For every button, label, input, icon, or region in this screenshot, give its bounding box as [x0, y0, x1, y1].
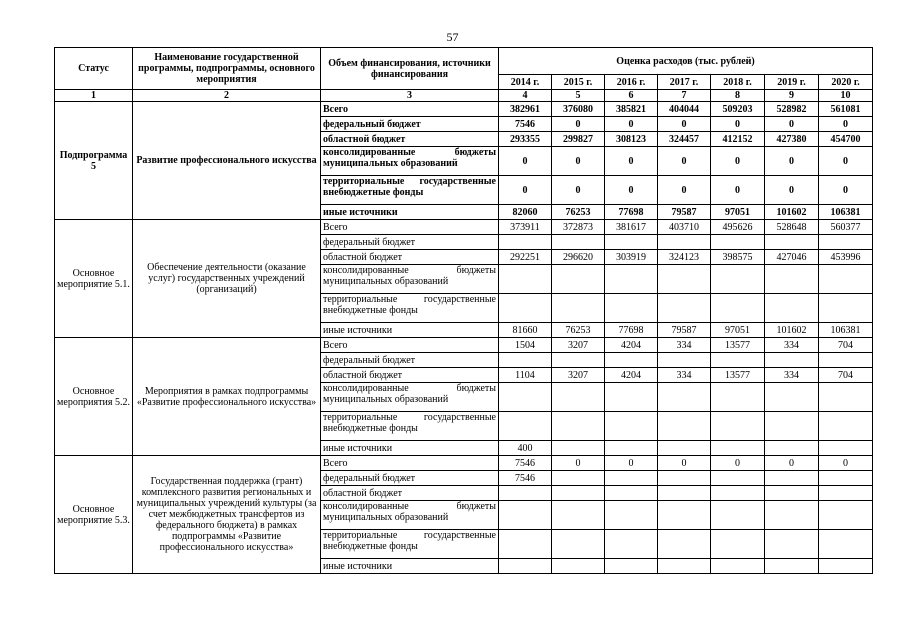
funding-source: консолидированные бюджеты муниципальных образований: [321, 265, 499, 294]
amount-cell: [765, 501, 819, 530]
funding-source: иные источники: [321, 441, 499, 456]
funding-source: федеральный бюджет: [321, 353, 499, 368]
amount-cell: 0: [658, 456, 711, 471]
amount-cell: 97051: [711, 205, 765, 220]
amount-cell: [711, 265, 765, 294]
header-year: 2017 г.: [658, 75, 711, 90]
column-number: 2: [133, 90, 321, 102]
funding-source: иные источники: [321, 205, 499, 220]
amount-cell: [605, 235, 658, 250]
amount-cell: [605, 441, 658, 456]
amount-cell: 79587: [658, 323, 711, 338]
table-row: [55, 102, 873, 117]
amount-cell: 324457: [658, 132, 711, 147]
amount-cell: [552, 412, 605, 441]
amount-cell: 0: [819, 176, 873, 205]
amount-cell: 0: [552, 176, 605, 205]
amount-cell: 398575: [711, 250, 765, 265]
column-number: 3: [321, 90, 499, 102]
amount-cell: 0: [552, 456, 605, 471]
amount-cell: 0: [658, 117, 711, 132]
header-year: 2019 г.: [765, 75, 819, 90]
header-year: 2015 г.: [552, 75, 605, 90]
funding-source: федеральный бюджет: [321, 235, 499, 250]
amount-cell: 0: [552, 117, 605, 132]
amount-cell: 97051: [711, 323, 765, 338]
table-row: [55, 338, 873, 353]
row-program-name: Мероприятия в рамках подпрограммы «Развитие профессионального искусства»: [133, 338, 321, 456]
column-number: 1: [55, 90, 133, 102]
amount-cell: [711, 383, 765, 412]
amount-cell: [499, 530, 552, 559]
funding-source: консолидированные бюджеты муниципальных образований: [321, 501, 499, 530]
amount-cell: 427380: [765, 132, 819, 147]
row-program-name: Государственная поддержка (грант) комплексного развития региональных и муниципальных учреждений культуры (за счет межбюджетных трансфертов из федерального бюджета) в рамках подпрограммы «Развитие профессионального искусства»: [133, 456, 321, 574]
amount-cell: 0: [765, 456, 819, 471]
amount-cell: 385821: [605, 102, 658, 117]
amount-cell: 308123: [605, 132, 658, 147]
table-row: [55, 456, 873, 471]
table-row: [55, 220, 873, 235]
amount-cell: [552, 486, 605, 501]
amount-cell: 528982: [765, 102, 819, 117]
amount-cell: [605, 412, 658, 441]
amount-cell: 77698: [605, 205, 658, 220]
funding-source: Всего: [321, 220, 499, 235]
amount-cell: [819, 501, 873, 530]
amount-cell: 404044: [658, 102, 711, 117]
amount-cell: 0: [499, 176, 552, 205]
amount-cell: [552, 441, 605, 456]
amount-cell: [499, 235, 552, 250]
amount-cell: 3207: [552, 338, 605, 353]
column-number: 5: [552, 90, 605, 102]
funding-source: консолидированные бюджеты муниципальных образований: [321, 147, 499, 176]
amount-cell: 0: [765, 117, 819, 132]
column-number: 4: [499, 90, 552, 102]
amount-cell: [605, 530, 658, 559]
amount-cell: [605, 265, 658, 294]
amount-cell: [552, 235, 605, 250]
funding-source: Всего: [321, 338, 499, 353]
amount-cell: [658, 501, 711, 530]
funding-source: областной бюджет: [321, 486, 499, 501]
funding-source: федеральный бюджет: [321, 117, 499, 132]
amount-cell: 0: [605, 147, 658, 176]
amount-cell: [765, 486, 819, 501]
amount-cell: 704: [819, 338, 873, 353]
amount-cell: [499, 383, 552, 412]
amount-cell: [605, 294, 658, 323]
funding-source: территориальные государственные внебюджетные фонды: [321, 530, 499, 559]
funding-source: Всего: [321, 456, 499, 471]
amount-cell: [765, 530, 819, 559]
amount-cell: [819, 412, 873, 441]
funding-source: областной бюджет: [321, 132, 499, 147]
amount-cell: 7546: [499, 471, 552, 486]
amount-cell: [658, 441, 711, 456]
amount-cell: [552, 353, 605, 368]
amount-cell: [552, 530, 605, 559]
amount-cell: 334: [658, 368, 711, 383]
amount-cell: [658, 471, 711, 486]
header-name: Наименование государственной программы, подпрограммы, основного мероприятия: [133, 48, 321, 90]
amount-cell: 1504: [499, 338, 552, 353]
column-number: 7: [658, 90, 711, 102]
amount-cell: 296620: [552, 250, 605, 265]
amount-cell: 13577: [711, 338, 765, 353]
amount-cell: 76253: [552, 323, 605, 338]
amount-cell: [819, 471, 873, 486]
page-number: 57: [446, 30, 459, 44]
funding-source: консолидированные бюджеты муниципальных образований: [321, 383, 499, 412]
amount-cell: [658, 265, 711, 294]
amount-cell: 403710: [658, 220, 711, 235]
header-year: 2016 г.: [605, 75, 658, 90]
amount-cell: [765, 412, 819, 441]
amount-cell: [765, 294, 819, 323]
amount-cell: [711, 441, 765, 456]
amount-cell: [765, 353, 819, 368]
amount-cell: 0: [819, 147, 873, 176]
amount-cell: 528648: [765, 220, 819, 235]
amount-cell: 561081: [819, 102, 873, 117]
amount-cell: 0: [765, 176, 819, 205]
row-program-name: Развитие профессионального искусства: [133, 102, 321, 220]
amount-cell: 77698: [605, 323, 658, 338]
amount-cell: [499, 265, 552, 294]
amount-cell: 81660: [499, 323, 552, 338]
amount-cell: [658, 559, 711, 574]
row-program-name: Обеспечение деятельности (оказание услуг) государственных учреждений (организаций): [133, 220, 321, 338]
amount-cell: 3207: [552, 368, 605, 383]
funding-source: территориальные государственные внебюджетные фонды: [321, 412, 499, 441]
amount-cell: 7546: [499, 117, 552, 132]
header-estimate: Оценка расходов (тыс. рублей): [499, 48, 873, 75]
amount-cell: 334: [765, 368, 819, 383]
amount-cell: 0: [605, 117, 658, 132]
amount-cell: [765, 471, 819, 486]
amount-cell: [711, 530, 765, 559]
amount-cell: 0: [819, 456, 873, 471]
amount-cell: 495626: [711, 220, 765, 235]
amount-cell: [819, 294, 873, 323]
amount-cell: 453996: [819, 250, 873, 265]
amount-cell: 4204: [605, 338, 658, 353]
amount-cell: 0: [605, 176, 658, 205]
amount-cell: [711, 235, 765, 250]
amount-cell: [658, 412, 711, 441]
amount-cell: 376080: [552, 102, 605, 117]
amount-cell: [605, 353, 658, 368]
amount-cell: [819, 559, 873, 574]
amount-cell: 82060: [499, 205, 552, 220]
amount-cell: 79587: [658, 205, 711, 220]
funding-source: иные источники: [321, 559, 499, 574]
amount-cell: 0: [711, 456, 765, 471]
funding-source: областной бюджет: [321, 368, 499, 383]
amount-cell: 7546: [499, 456, 552, 471]
amount-cell: [765, 265, 819, 294]
amount-cell: [819, 265, 873, 294]
amount-cell: [765, 235, 819, 250]
amount-cell: 0: [819, 117, 873, 132]
header-volume: Объем финансирования, источники финансирования: [321, 48, 499, 90]
row-status: Основное мероприятия 5.2.: [55, 338, 133, 456]
column-number: 9: [765, 90, 819, 102]
amount-cell: [605, 471, 658, 486]
amount-cell: [765, 441, 819, 456]
row-status: Основное мероприятие 5.3.: [55, 456, 133, 574]
amount-cell: [499, 294, 552, 323]
funding-source: федеральный бюджет: [321, 471, 499, 486]
amount-cell: [711, 559, 765, 574]
amount-cell: [499, 486, 552, 501]
amount-cell: 509203: [711, 102, 765, 117]
amount-cell: [552, 294, 605, 323]
amount-cell: [658, 383, 711, 412]
funding-source: территориальные государственные внебюджетные фонды: [321, 176, 499, 205]
amount-cell: 292251: [499, 250, 552, 265]
amount-cell: [819, 530, 873, 559]
amount-cell: [658, 486, 711, 501]
amount-cell: [605, 486, 658, 501]
amount-cell: 101602: [765, 205, 819, 220]
amount-cell: 299827: [552, 132, 605, 147]
funding-source: областной бюджет: [321, 250, 499, 265]
amount-cell: [499, 501, 552, 530]
amount-cell: 704: [819, 368, 873, 383]
amount-cell: 0: [711, 176, 765, 205]
amount-cell: 373911: [499, 220, 552, 235]
amount-cell: 293355: [499, 132, 552, 147]
amount-cell: [552, 471, 605, 486]
amount-cell: 106381: [819, 323, 873, 338]
column-number: 6: [605, 90, 658, 102]
amount-cell: 0: [552, 147, 605, 176]
amount-cell: 0: [711, 117, 765, 132]
amount-cell: 13577: [711, 368, 765, 383]
amount-cell: 0: [711, 147, 765, 176]
amount-cell: [711, 412, 765, 441]
amount-cell: 0: [765, 147, 819, 176]
row-status: Основное мероприятие 5.1.: [55, 220, 133, 338]
amount-cell: [711, 294, 765, 323]
amount-cell: 334: [765, 338, 819, 353]
amount-cell: [552, 265, 605, 294]
amount-cell: [765, 559, 819, 574]
amount-cell: [552, 559, 605, 574]
amount-cell: 382961: [499, 102, 552, 117]
amount-cell: 4204: [605, 368, 658, 383]
amount-cell: [658, 530, 711, 559]
amount-cell: [819, 235, 873, 250]
amount-cell: 372873: [552, 220, 605, 235]
amount-cell: [499, 412, 552, 441]
column-number: 10: [819, 90, 873, 102]
funding-source: иные источники: [321, 323, 499, 338]
amount-cell: [658, 235, 711, 250]
amount-cell: 0: [499, 147, 552, 176]
amount-cell: [711, 353, 765, 368]
amount-cell: [711, 486, 765, 501]
amount-cell: 1104: [499, 368, 552, 383]
amount-cell: [711, 501, 765, 530]
amount-cell: [552, 383, 605, 412]
amount-cell: [552, 501, 605, 530]
amount-cell: [819, 383, 873, 412]
amount-cell: 381617: [605, 220, 658, 235]
amount-cell: 412152: [711, 132, 765, 147]
header-status: Статус: [55, 48, 133, 90]
amount-cell: [765, 383, 819, 412]
funding-source: территориальные государственные внебюджетные фонды: [321, 294, 499, 323]
amount-cell: 76253: [552, 205, 605, 220]
amount-cell: 454700: [819, 132, 873, 147]
header-year: 2020 г.: [819, 75, 873, 90]
amount-cell: 400: [499, 441, 552, 456]
amount-cell: 324123: [658, 250, 711, 265]
row-status: Подпрограмма 5: [55, 102, 133, 220]
header-year: 2014 г.: [499, 75, 552, 90]
financing-table: [54, 47, 873, 574]
amount-cell: [605, 559, 658, 574]
amount-cell: 106381: [819, 205, 873, 220]
amount-cell: [819, 353, 873, 368]
column-number: 8: [711, 90, 765, 102]
amount-cell: [819, 441, 873, 456]
amount-cell: [711, 471, 765, 486]
amount-cell: [605, 501, 658, 530]
amount-cell: [658, 353, 711, 368]
amount-cell: 0: [658, 176, 711, 205]
amount-cell: [499, 353, 552, 368]
amount-cell: [499, 559, 552, 574]
amount-cell: 303919: [605, 250, 658, 265]
amount-cell: 427046: [765, 250, 819, 265]
amount-cell: 0: [658, 147, 711, 176]
amount-cell: 0: [605, 456, 658, 471]
funding-source: Всего: [321, 102, 499, 117]
amount-cell: [819, 486, 873, 501]
table-body: [55, 102, 873, 574]
amount-cell: 560377: [819, 220, 873, 235]
amount-cell: [605, 383, 658, 412]
header-year: 2018 г.: [711, 75, 765, 90]
amount-cell: 101602: [765, 323, 819, 338]
amount-cell: 334: [658, 338, 711, 353]
amount-cell: [658, 294, 711, 323]
